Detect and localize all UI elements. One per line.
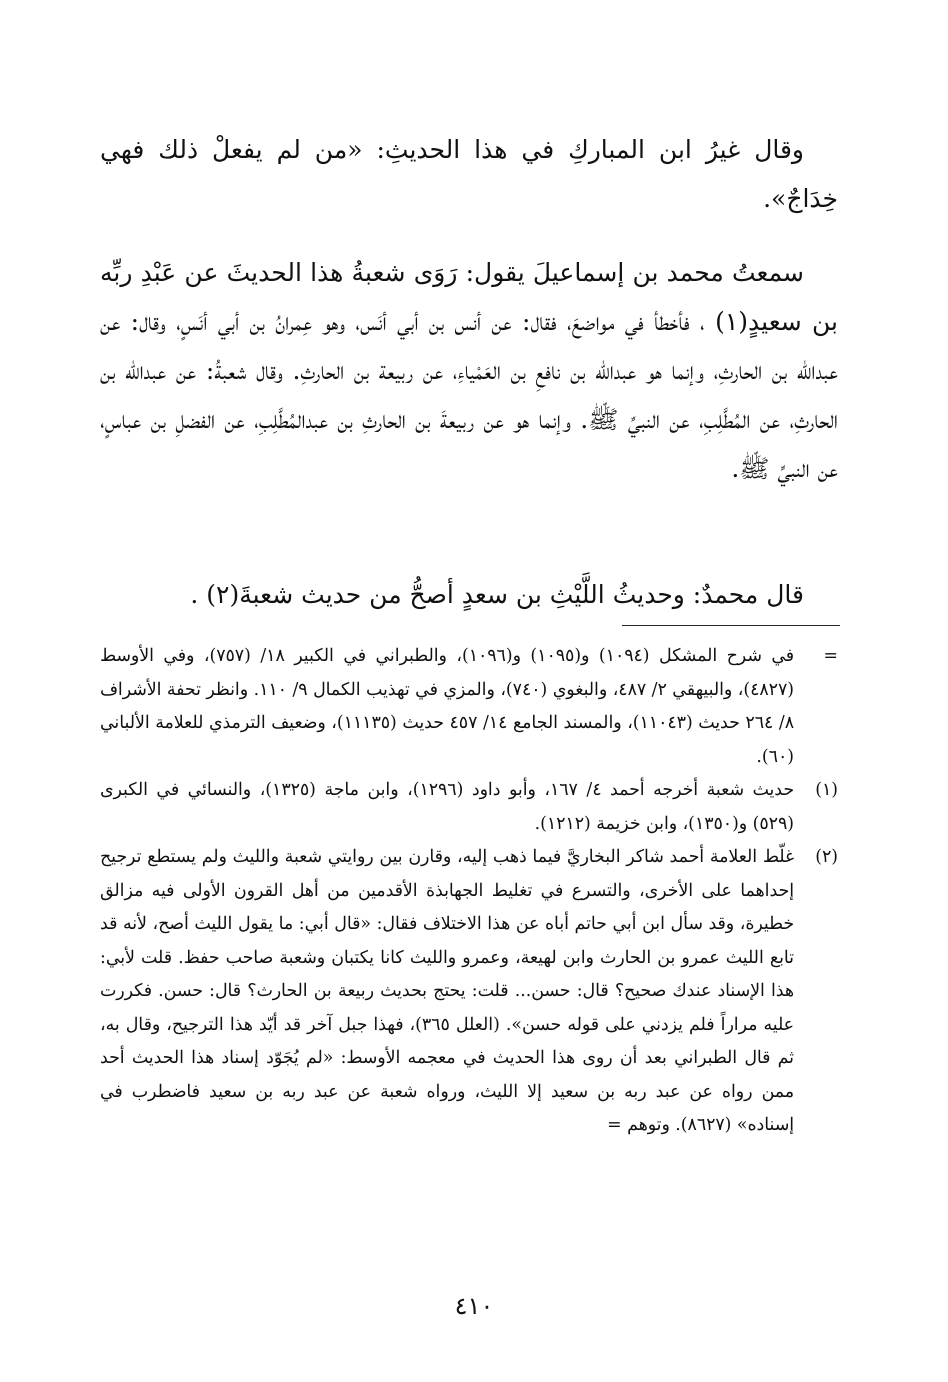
continuation-marker: = xyxy=(607,1115,622,1135)
footnote-2 xyxy=(100,841,838,1143)
footnotes xyxy=(100,640,838,1143)
footnote-marker: (٢) xyxy=(815,847,838,867)
footnote-body: غلّط العلامة أحمد شاكر البخاريَّ فيما ذهب إليه، وقارن بين روايتي شعبة والليث ولم يستطع ترجيح إحداهما على الأخرى، والتسرع في تغليط الجهابذة الأقدمين من أهل القرون الأولى فيه مزالق خطيرة، وقد سأل ابن أبي حاتم أباه عن هذا الاختلاف فقال: «قال أبي: ما يقول الليث أصح، لأنه قد تابع الليث عمرو بن الحارث وابن لهيعة، وعمرو والليث كانا يكتبان وشعبة صاحب حفظ. قلت لأبي: هذا الإسناد عندك صحيح؟ قال: حسن... قلت: يحتج بحديث ربيعة بن الحارث؟ قال: حسن. فكررت عليه مراراً فلم يزدني على قوله حسن». (العلل ٣٦٥)، فهذا جبل آخر قد أيّد هذا الترجيح، وقال به، ثم قال الطبراني بعد أن روى هذا الحديث في معجمه الأوسط: «لم يُجَوّد إسناد هذا الحديث أحد ممن رواه عن عبد ربه بن سعيد إلا الليث، ورواه شعبة عن عبد ربه بن سعيد فاضطرب في إسناده» (٨٦٢٧). وتوهم xyxy=(100,847,794,1135)
footnote-text xyxy=(100,841,794,1143)
main-paragraph-2 xyxy=(100,248,838,493)
main-paragraph-3 xyxy=(100,570,838,619)
footnote-text: حديث شعبة أخرجه أحمد ٤/ ١٦٧، وأبو داود (١٢٩٦)، وابن ماجة (١٣٢٥)، والنسائي في الكبرى (٥٢٩) و(١٣٥٠)، وابن خزيمة (١٢١٢). xyxy=(100,780,795,834)
footnote-continued xyxy=(100,640,838,774)
footnote-separator xyxy=(622,625,840,626)
footnote-marker: (١) xyxy=(815,780,838,800)
paragraph-text: وقال غيرُ ابن المباركِ في هذا الحديثِ: «من لم يفعلْ ذلك فهي خِدَاجٌ». xyxy=(100,135,838,213)
footnote-marker: = xyxy=(823,646,838,666)
footnote-1 xyxy=(100,774,838,841)
paragraph-text: سمعتُ محمد بن إسماعيلَ يقول: رَوَى شعبةُ هذا الحديثَ عن عَبْدِ ربِّه بن سعيدٍ(١) ، فأخطأ في مواضعَ، فقال: عن أنس بن أبي أنَس، وهو عِمرانُ بن أبي أنَسٍ، وقال: عن عبدالله بن الحارثِ، وإنما هو عبدالله بن نافعِ بن العَمْياءِ، عن ربيعة بن الحارثِ. وقال شعبةُ: عن عبدالله بن الحارثِ، عن المُطَّلِبِ، عن النبيِّ ﷺ. وإنما هو عن ربيعةَ بن الحارثِ بن عبدالمُطَّلِبِ، عن الفضلِ بن عباسٍ، عن النبيِّ ﷺ. xyxy=(100,258,838,483)
paragraph-text: قال محمدٌ: وحديثُ اللَّيْثِ بن سعدٍ أصحُّ من حديث شعبةَ(٢) . xyxy=(190,580,804,609)
page-number: ٤١٠ xyxy=(454,1292,494,1320)
main-paragraph-1 xyxy=(100,125,838,223)
footnote-text: في شرح المشكل (١٠٩٤) و(١٠٩٥) و(١٠٩٦)، والطبراني في الكبير ١٨/ (٧٥٧)، وفي الأوسط (٤٨٢٧)، والبيهقي ٢/ ٤٨٧، والبغوي (٧٤٠)، والمزي في تهذيب الكمال ٩/ ١١٠. وانظر تحفة الأشراف ٨/ ٢٦٤ حديث (١١٠٤٣)، والمسند الجامع ١٤/ ٤٥٧ حديث (١١١٣٥)، وضعيف الترمذي للعلامة الألباني (٦٠). xyxy=(100,646,794,767)
